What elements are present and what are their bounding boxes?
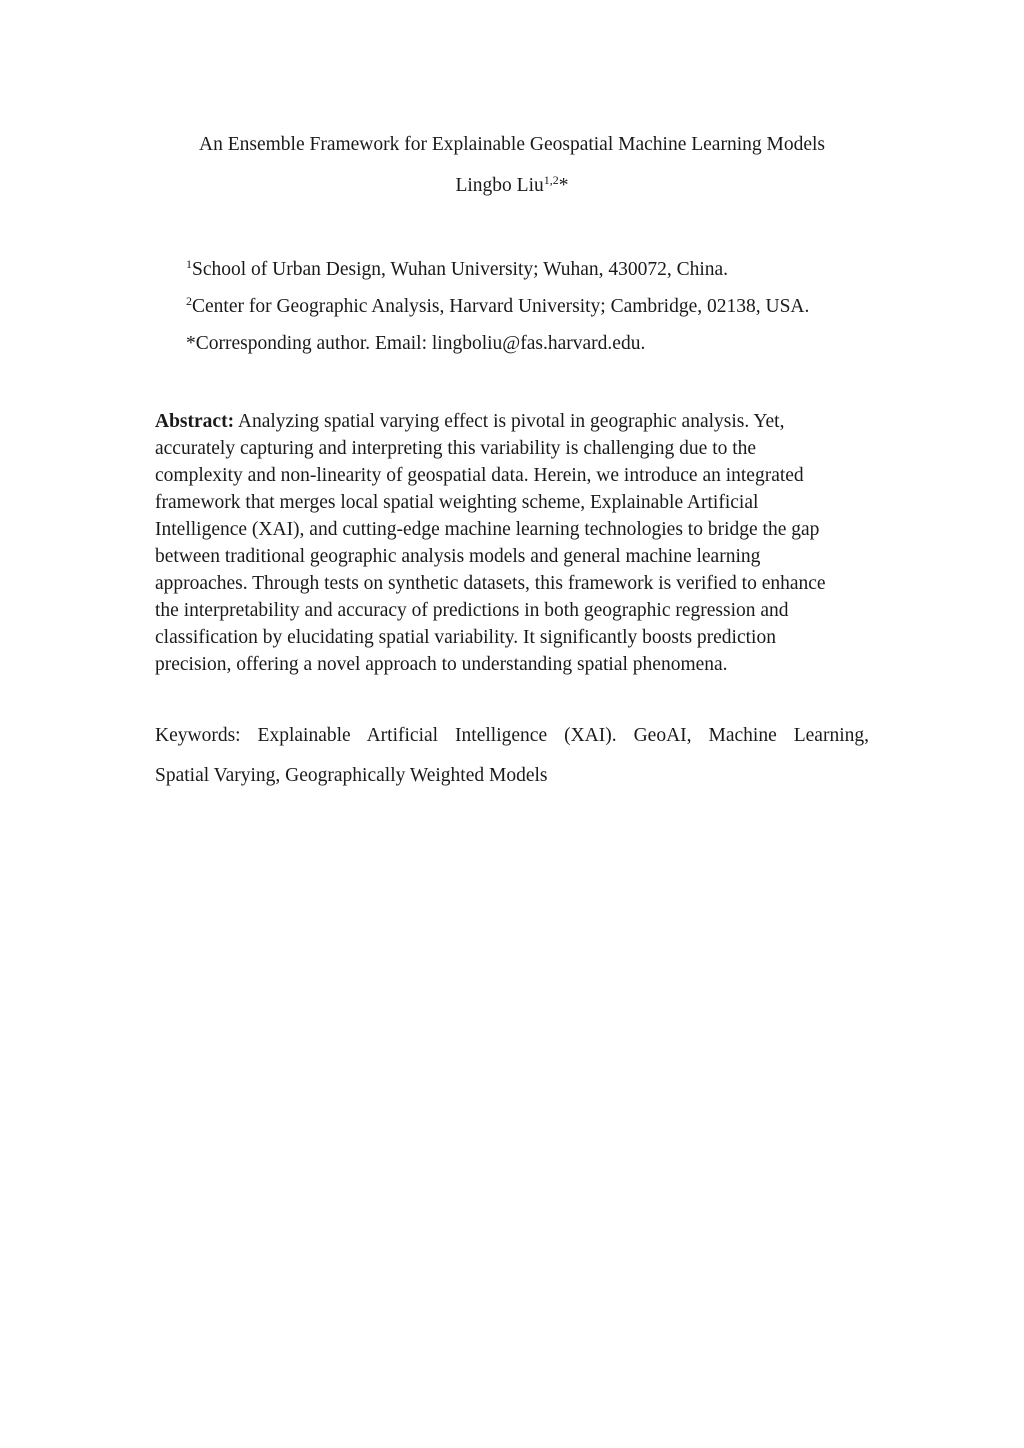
- keywords-line-2: Spatial Varying, Geographically Weighted Models: [155, 765, 548, 786]
- keywords: [155, 722, 869, 790]
- affiliation-2: [186, 293, 809, 321]
- paper-title: An Ensemble Framework for Explainable Geospatial Machine Learning Models: [199, 134, 825, 155]
- affiliation-2-text: Center for Geographic Analysis, Harvard University; Cambridge, 02138, USA.: [192, 296, 810, 317]
- author-line: [0, 172, 1024, 200]
- author-name: Lingbo Liu: [455, 175, 544, 196]
- abstract-line: approaches. Through tests on synthetic datasets, this framework is verified to enhance: [155, 573, 826, 594]
- affiliation-1-mark: 1: [186, 257, 192, 271]
- corresponding-mark: *: [558, 175, 569, 196]
- abstract-line: classification by elucidating spatial variability. It significantly boosts prediction: [155, 627, 776, 648]
- abstract-line: precision, offering a novel approach to understanding spatial phenomena.: [155, 654, 728, 675]
- affiliation-1-text: School of Urban Design, Wuhan University; Wuhan, 430072, China.: [192, 259, 729, 280]
- abstract-line: Intelligence (XAI), and cutting-edge machine learning technologies to bridge the gap: [155, 519, 820, 540]
- keywords-line-1: Keywords: Explainable Artificial Intelligence (XAI). GeoAI, Machine Learning,: [155, 725, 869, 746]
- abstract-line: between traditional geographic analysis models and general machine learning: [155, 546, 761, 567]
- abstract-line: framework that merges local spatial weighting scheme, Explainable Artificial: [155, 492, 759, 513]
- corresponding-author: *Corresponding author. Email: lingboliu@fas.harvard.edu.: [186, 333, 646, 354]
- abstract-line: complexity and non-linearity of geospatial data. Herein, we introduce an integrated: [155, 465, 804, 486]
- abstract-line-text: Analyzing spatial varying effect is pivotal in geographic analysis. Yet,: [237, 411, 785, 432]
- abstract-line: accurately capturing and interpreting this variability is challenging due to the: [155, 438, 757, 459]
- affiliation-1: [186, 256, 728, 284]
- abstract-label: Abstract:: [155, 411, 235, 432]
- author-affiliation-marks: 1,2: [543, 173, 559, 187]
- abstract: [155, 408, 875, 678]
- affiliation-2-mark: 2: [186, 294, 192, 308]
- abstract-line: [155, 408, 875, 435]
- abstract-line: the interpretability and accuracy of predictions in both geographic regression and: [155, 600, 789, 621]
